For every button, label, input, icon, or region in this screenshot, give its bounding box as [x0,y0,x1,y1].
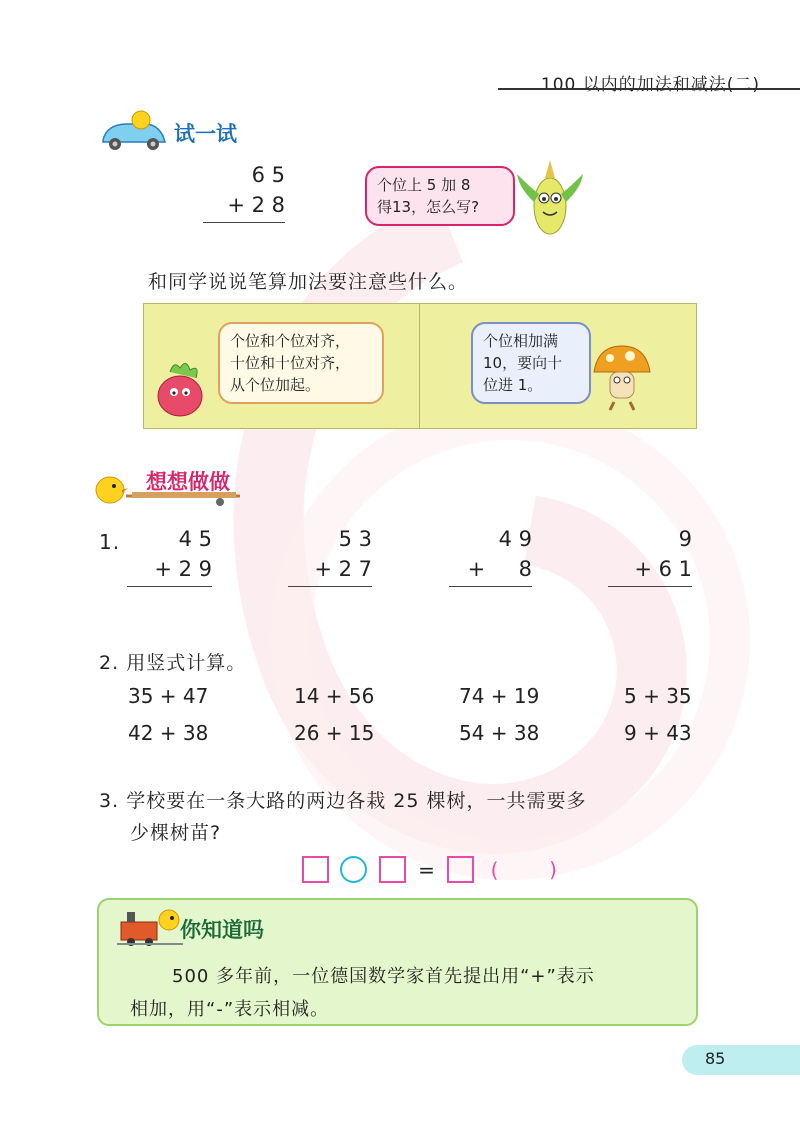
expression: 5 + 35 [624,684,692,708]
example-addend-bottom: + 2 8 [227,193,285,217]
problem1-item2-top: 5 3 [338,527,372,551]
page-number-tab [682,1045,800,1075]
problem1-item-1 [127,524,212,587]
problem3-line1 [99,786,586,813]
expression: 74 + 19 [459,684,540,708]
expression: 35 + 47 [128,684,209,708]
expression: 14 + 56 [294,684,375,708]
unit-paren-open: ( [490,857,499,882]
radish-speech-bubble [218,322,384,404]
example-addend-top: 6 5 [251,163,285,187]
problem1-item4-line [608,586,692,587]
expression: 42 + 38 [128,721,209,745]
problem1-item-2 [288,524,372,587]
think-section-title: 想想做做 [146,470,230,494]
corn-bubble-line1: 个位上 5 加 8 [377,176,471,194]
example-vertical-addition [203,160,285,223]
problem1-item4-bottom: + 6 1 [634,557,692,581]
problem1-item1-line [127,586,212,587]
answer-template [302,856,557,883]
try-section-title: 试一试 [174,122,237,146]
problem2-label: 2. [99,652,120,674]
page-number: 85 [705,1049,726,1068]
problem1-item1-top: 4 5 [178,527,212,551]
problem1-item1-bottom: + 2 9 [154,557,212,581]
header-rule [498,88,800,90]
problem1-item-4 [608,524,692,587]
problem1-label: 1. [99,530,121,554]
example-sum-line [203,222,285,223]
mushroom-bubble-line3: 位进 1。 [483,376,543,394]
problem1-item-3 [449,524,532,587]
radish-bubble-line3: 从个位加起。 [230,376,321,394]
problem3-text-line1: 学校要在一条大路的两边各栽 25 棵树，一共需要多 [126,790,587,812]
problem1-item2-bottom: + 2 7 [314,557,372,581]
problem1-item2-line [288,586,372,587]
corn-bubble-line2: 得13，怎么写? [377,198,480,216]
radish-bubble-line1: 个位和个位对齐， [230,332,351,350]
problem1-item4-top: 9 [678,527,692,551]
mushroom-bubble-line2: 10，要向十 [483,354,563,372]
chapter-title: 100 以内的加法和减法(二) [540,75,760,95]
expression: 9 + 43 [624,721,692,745]
problem3-label: 3. [99,790,120,812]
discussion-prompt: 和同学说说笔算加法要注意些什么。 [148,271,469,293]
problem1-item3-bottom: + 8 [467,557,532,581]
corn-speech-bubble [365,166,515,226]
mushroom-bubble-line1: 个位相加满 [483,332,559,350]
unit-paren-close: ) [549,857,557,882]
problem3-text-line2: 少棵树苗? [130,822,222,844]
answer-box[interactable] [447,856,474,883]
expression: 54 + 38 [459,721,540,745]
problem2-text: 用竖式计算。 [126,652,247,674]
problem1-item3-top: 4 9 [498,527,532,551]
expression: 26 + 15 [294,721,375,745]
did-you-know-line2: 相加，用“-”表示相减。 [130,999,330,1020]
problem2-heading [99,648,246,675]
radish-bubble-line2: 十位和十位对齐， [230,354,351,372]
problem1-item3-line [449,586,532,587]
equals-sign: = [418,857,435,882]
did-you-know-title: 你知道吗 [180,918,264,942]
mushroom-mascot-icon [590,342,654,416]
answer-box[interactable] [302,856,329,883]
mushroom-speech-bubble [471,322,591,404]
tips-divider [419,304,420,428]
radish-mascot-icon [150,358,212,424]
car-mascot-icon [97,110,169,158]
operator-circle[interactable] [340,856,367,883]
did-you-know-line1: 500 多年前，一位德国数学家首先提出用“+”表示 [172,966,595,987]
train-mascot-icon [117,906,183,950]
corn-mascot-icon [515,158,585,244]
answer-box[interactable] [379,856,406,883]
